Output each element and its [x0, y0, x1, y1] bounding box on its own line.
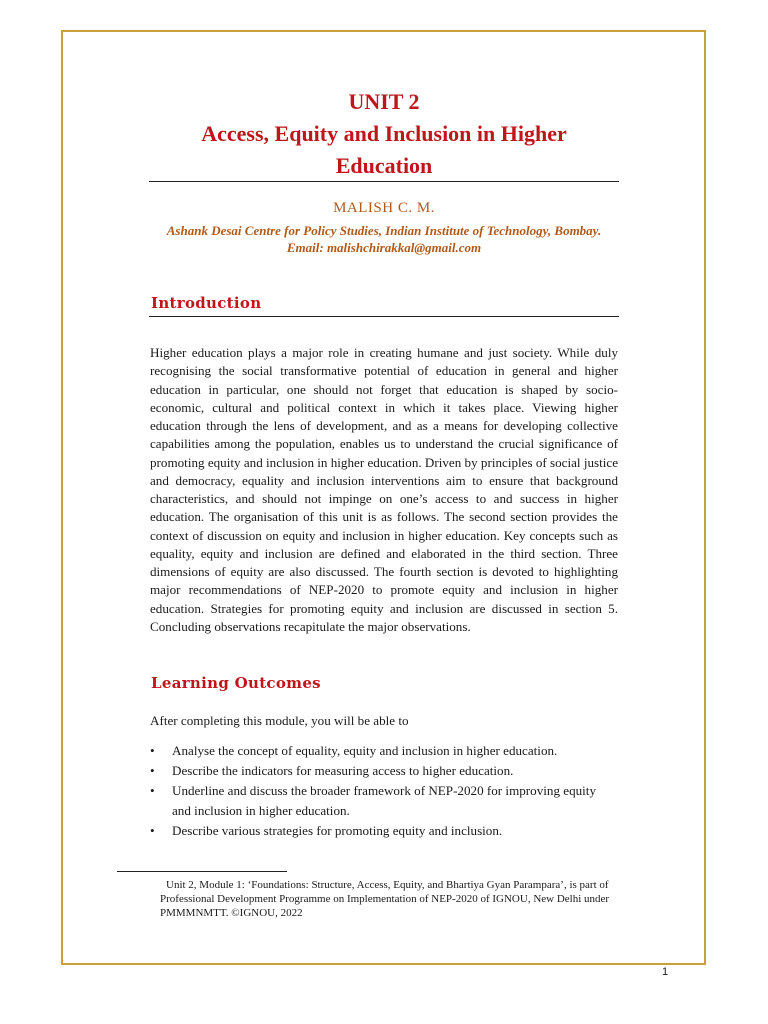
list-item-text: Describe various strategies for promoting equity and inclusion. [172, 823, 503, 838]
introduction-heading: Introduction [151, 294, 262, 312]
unit-label: UNIT 2 [348, 89, 420, 114]
introduction-divider [149, 316, 619, 317]
list-item-text: Underline and discuss the broader framework of NEP-2020 for improving equity and inclusion in higher education. [172, 783, 596, 818]
list-item [150, 781, 620, 821]
footnote-text: Unit 2, Module 1: ‘Foundations: Structure, Access, Equity, and Bhartiya Gyan Parampara’, is part of Professional Development Programme on Implementation of NEP-2020 of IGNOU, New Delhi under PMMMNMTT. ©IGNOU, 2022 [160, 879, 610, 919]
list-item [150, 761, 620, 781]
learning-outcomes-heading: Learning Outcomes [151, 674, 321, 692]
bullet-icon: • [150, 763, 155, 778]
author-email: Email: malishchirakkal@gmail.com [286, 240, 482, 255]
footnote [160, 878, 650, 920]
author-affiliation: Ashank Desai Centre for Policy Studies, Indian Institute of Technology, Bombay. [166, 223, 602, 238]
title-block [0, 86, 768, 182]
document-title: Access, Equity and Inclusion in Higher Education [201, 121, 567, 178]
list-item [150, 741, 620, 761]
footnote-separator [117, 871, 287, 872]
author-affiliation-block [160, 222, 608, 256]
bullet-icon: • [150, 783, 155, 798]
page-number: 1 [662, 966, 669, 978]
title-divider [149, 181, 619, 182]
learning-outcomes-intro: After completing this module, you will be able to [150, 713, 409, 728]
author-name: MALISH C. M. [333, 200, 435, 216]
bullet-icon: • [150, 823, 155, 838]
list-item [150, 821, 620, 841]
learning-outcomes-list [150, 741, 620, 841]
list-item-text: Analyse the concept of equality, equity and inclusion in higher education. [172, 743, 558, 758]
introduction-paragraph: Higher education plays a major role in creating humane and just society. While duly recognising the social transformative potential of education in general and higher education in particular, one should not forget that education is shaped by socio-economic, cultural and political context in which it takes place. Viewing higher education through the lens of development, and as a means for developing collective capabilities among the population, enables us to understand the crucial significance of promoting equity and inclusion in higher education. Driven by principles of social justice and democracy, equality and inclusion interventions aim to ensure that background characteristics, and should not impinge on one’s access to and success in higher education. The organisation of this unit is as follows. The second section provides the context of discussion on equity and inclusion in higher education. Key concepts such as equality, equity and inclusion are defined and elaborated in the third section. Three dimensions of equity are also discussed. The fourth section is devoted to highlighting major recommendations of NEP-2020 to promote equity and inclusion in higher education. Strategies for promoting equity and inclusion are discussed in section 5. Concluding observations recapitulate the major observations. [150, 345, 618, 634]
list-item-text: Describe the indicators for measuring access to higher education. [172, 763, 514, 778]
bullet-icon: • [150, 743, 155, 758]
